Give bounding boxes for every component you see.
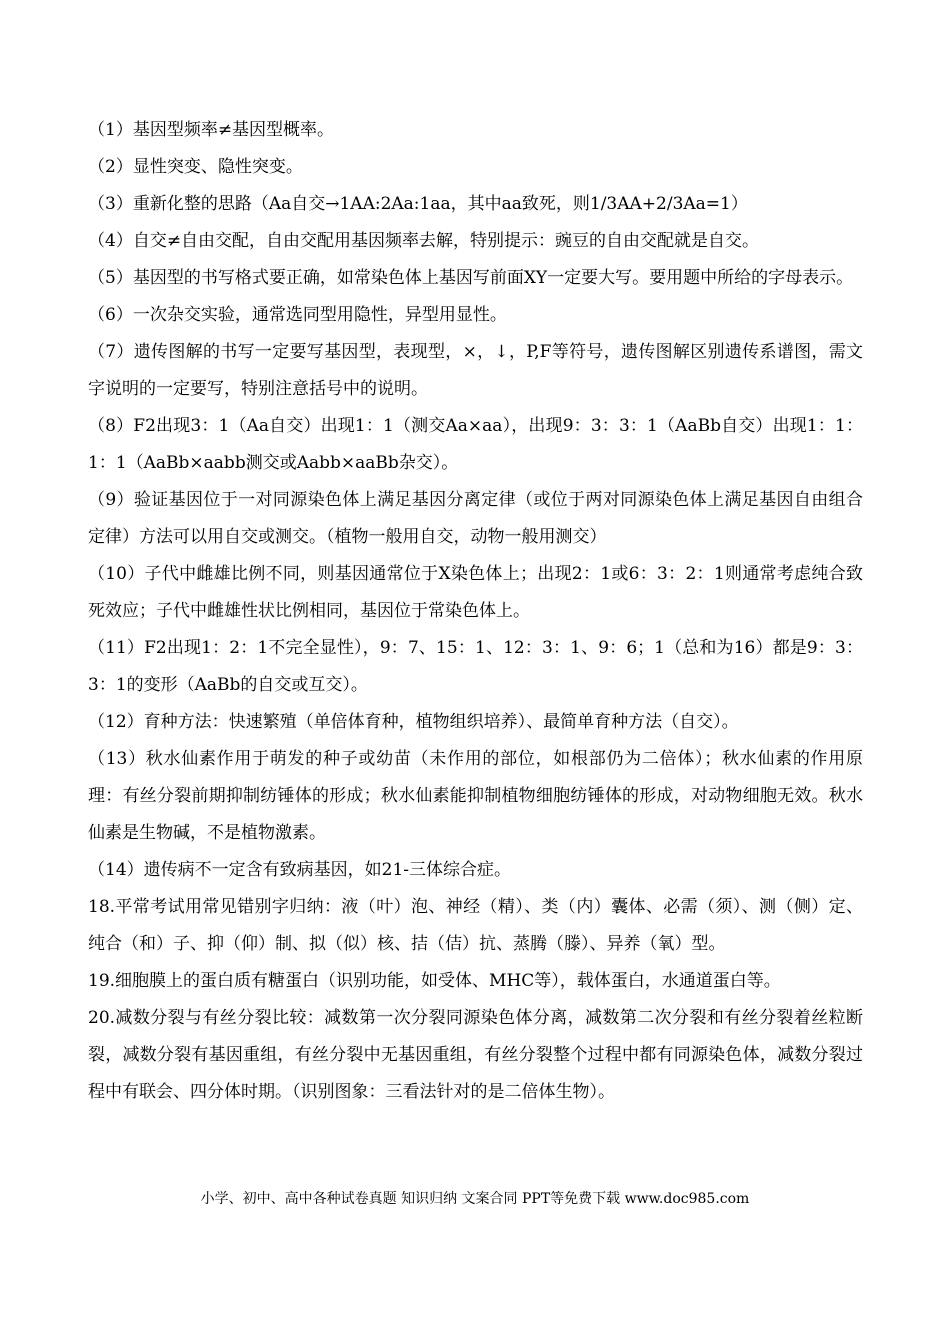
list-item: （11）F2出现1：2：1不完全显性），9：7、15：1、12：3：1、9：6；1（总和为16）都是9：3：3：1的变形（AaBb的自交或互交）。 (88, 638, 863, 695)
list-item: （1）基因型频率≠基因型概率。 (88, 120, 335, 140)
page-footer: 小学、初中、高中各种试卷真题 知识归纳 文案合同 PPT等免费下载 www.doc985.com (200, 1191, 750, 1207)
list-item: （8）F2出现3：1（Aa自交）出现1：1（测交Aa×aa），出现9：3：3：1（AaBb自交）出现1：1：1：1（AaBb×aabb测交或Aabb×aaBb杂交）。 (88, 416, 863, 473)
list-item: （3）重新化整的思路（Aa自交→1AA:2Aa:1aa，其中aa致死，则1/3AA+2/3Aa=1） (88, 194, 748, 214)
document-body (88, 112, 863, 1111)
list-item: （9）验证基因位于一对同源染色体上满足基因分离定律（或位于两对同源染色体上满足基因自由组合定律）方法可以用自交或测交。（植物一般用自交，动物一般用测交） (88, 490, 863, 547)
section-item: 20.减数分裂与有丝分裂比较：减数第一次分裂同源染色体分离，减数第二次分裂和有丝分裂着丝粒断裂，减数分裂有基因重组，有丝分裂中无基因重组，有丝分裂整个过程中都有同源染色体，减数分裂过程中有联会、四分体时期。（识别图象：三看法针对的是二倍体生物）。 (88, 1008, 863, 1102)
section-item: 19.细胞膜上的蛋白质有糖蛋白（识别功能，如受体、MHC等），载体蛋白，水通道蛋白等。 (88, 971, 781, 991)
list-item: （2）显性突变、隐性突变。 (88, 157, 303, 177)
section-item: 18.平常考试用常见错别字归纳：液（叶）泡、神经（精）、类（内）囊体、必需（须）、测（侧）定、纯合（和）子、抑（仰）制、拟（似）核、拮（佶）抗、蒸腾（滕）、异养（氧）型。 (88, 897, 863, 954)
list-item: （14）遗传病不一定含有致病基因，如21-三体综合症。 (88, 860, 512, 880)
list-item: （13）秋水仙素作用于萌发的种子或幼苗（未作用的部位，如根部仍为二倍体）；秋水仙素的作用原理：有丝分裂前期抑制纺锤体的形成；秋水仙素能抑制植物细胞纺锤体的形成，对动物细胞无效。秋水仙素是生物碱，不是植物激素。 (88, 749, 863, 843)
list-item: （7）遗传图解的书写一定要写基因型，表现型，×，↓，P,F等符号，遗传图解区别遗传系谱图，需文字说明的一定要写，特别注意括号中的说明。 (88, 342, 863, 399)
list-item: （6）一次杂交实验，通常选同型用隐性，异型用显性。 (88, 305, 507, 325)
list-item: （5）基因型的书写格式要正确，如常染色体上基因写前面XY一定要大写。要用题中所给的字母表示。 (88, 268, 854, 288)
list-item: （10）子代中雌雄比例不同，则基因通常位于X染色体上；出现2：1或6：3：2：1则通常考虑纯合致死效应；子代中雌雄性状比例相同，基因位于常染色体上。 (88, 564, 863, 621)
list-item: （4）自交≠自由交配，自由交配用基因频率去解，特别提示：豌豆的自由交配就是自交。 (88, 231, 760, 251)
list-item: （12）育种方法：快速繁殖（单倍体育种，植物组织培养）、最简单育种方法（自交）。 (88, 712, 739, 732)
